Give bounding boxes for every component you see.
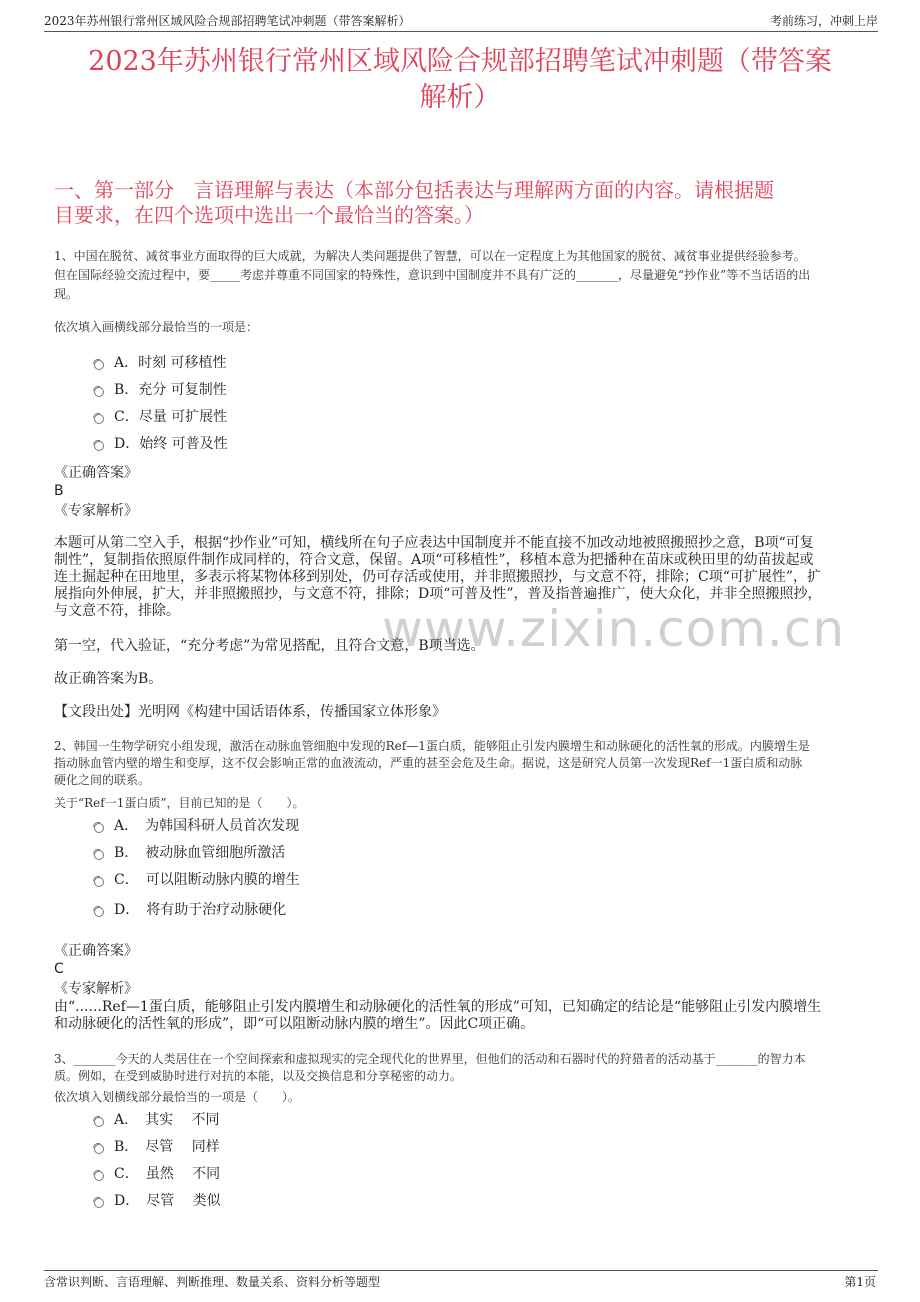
analysis-line: 本题可从第二空入手，根据“抄作业”可知，横线所在句子应表达中国制度并不能直接不加改动地被照搬照抄之意，B项“可复 [54,535,814,551]
analysis-line: 由“......Ref—1蛋白质，能够阻止引发内膜增生和动脉硬化的活性氧的形成”可知，已知确定的结论是“能够阻止引发内膜增生 [54,999,822,1015]
radio-icon[interactable] [94,360,104,370]
radio-icon[interactable] [94,1117,104,1127]
radio-icon[interactable] [94,1144,104,1154]
page-title-line1: 2023年苏州银行常州区域风险合规部招聘笔试冲刺题（带答案 [88,46,832,77]
question-2-stem [54,738,879,789]
page-title-line2: 解析） [419,82,501,113]
watermark: www.zixin.com.cn [382,600,846,658]
question-1-option-a[interactable] [94,354,227,372]
question-1-line: 现。 [54,287,79,301]
radio-icon[interactable] [94,1198,104,1208]
question-1-option-d[interactable] [94,435,228,453]
analysis-label: 《专家解析》 [54,503,138,519]
radio-icon[interactable] [94,850,104,860]
analysis-paragraph: 第一空，代入验证，“充分考虑”为常见搭配，且符合文意，B项当选。 [54,638,485,654]
source-citation: 【文段出处】光明网《构建中国话语体系，传播国家立体形象》 [54,704,446,720]
running-header-title: 2023年苏州银行常州区域风险合规部招聘笔试冲刺题（带答案解析） [44,14,411,28]
question-3-option-c[interactable] [94,1165,220,1183]
question-3-option-b[interactable] [94,1138,220,1156]
answer-label: 《正确答案》 [54,943,138,959]
question-2-prompt: 关于“Ref一1蛋白质”，目前已知的是（ ）。 [54,796,305,810]
analysis-line: 连土掘起种在田地里，多表示将某物体移到别处，仍可存活或使用，并非照搬照抄，与文意不符，排除；C项“可扩展性”，扩 [54,569,822,585]
question-3-option-a[interactable] [94,1111,220,1129]
question-3-line: 3、_______今天的人类居住在一个空间探索和虚拟现实的完全现代化的世界里，但他们的活动和石器时代的狩猎者的活动基于_______的智力本 [54,1052,806,1066]
question-1-prompt: 依次填入画横线部分最恰当的一项是： [54,320,259,334]
question-2-line: 2、韩国一生物学研究小组发现，激活在动脉血管细胞中发现的Ref—1蛋白质，能够阻止引发内膜增生和动脉硬化的活性氧的形成。内膜增生是 [54,739,810,753]
radio-icon[interactable] [94,823,104,833]
question-2-option-c[interactable] [94,871,300,889]
question-2-line: 指动脉血管内壁的增生和变厚，这不仅会影响正常的血液流动，严重的甚至会危及生命。据说，这是研究人员第一次发现Ref一1蛋白质和动脉 [54,756,803,770]
radio-icon[interactable] [94,1171,104,1181]
question-2-line: 硬化之间的联系。 [54,773,151,787]
radio-icon[interactable] [94,441,104,451]
footer-divider [44,1270,878,1271]
header-divider [44,31,878,32]
running-header-slogan: 考前练习，冲刺上岸 [769,14,878,28]
question-3-option-d[interactable] [94,1192,221,1210]
option-label: B．充分 可复制性 [114,382,227,398]
question-2-option-a[interactable] [94,817,299,835]
analysis-conclusion: 故正确答案为B。 [54,671,163,687]
analysis-line: 与文意不符，排除。 [54,603,180,619]
option-label: A． 其实 不同 [114,1112,220,1128]
question-1-option-c[interactable] [94,408,227,426]
analysis-line: 和动脉硬化的活性氧的形成”，即“可以阻断动脉内膜的增生”。因此C项正确。 [54,1016,535,1032]
answer-value: C [54,961,64,977]
option-label: C． 可以阻断动脉内膜的增生 [114,872,300,888]
question-1-line: 1、中国在脱贫、减贫事业方面取得的巨大成就，为解决人类问题提供了智慧，可以在一定程度上为其他国家的脱贫、减贫事业提供经验参考。 [54,249,806,263]
answer-value: B [54,483,64,499]
section-heading-line1: 一、第一部分 言语理解与表达（本部分包括表达与理解两方面的内容。请根据题 [54,178,774,202]
radio-icon[interactable] [94,907,104,917]
radio-icon[interactable] [94,387,104,397]
question-3-line: 质。例如，在受到威胁时进行对抗的本能，以及交换信息和分享秘密的动力。 [54,1069,463,1083]
question-1-stem [54,248,879,303]
footer-description: 含常识判断、言语理解、判断推理、数量关系、资料分析等题型 [44,1275,381,1289]
option-label: C．尽量 可扩展性 [114,409,228,425]
analysis-line: 制性”，复制指依照原件制作成同样的，符合文意，保留。A项“可移植性”，移植本意为把播种在苗床或秧田里的幼苗拔起或 [54,552,814,568]
option-label: B． 被动脉血管细胞所激活 [114,845,286,861]
radio-icon[interactable] [94,877,104,887]
analysis-label: 《专家解析》 [54,981,138,997]
question-1-option-b[interactable] [94,381,227,399]
question-2-option-b[interactable] [94,844,285,862]
question-2-analysis [54,999,884,1033]
page-title [0,44,920,116]
question-3-prompt: 依次填入划横线部分最恰当的一项是（ ）。 [54,1090,301,1104]
option-label: A． 为韩国科研人员首次发现 [114,818,300,834]
option-label: B． 尽管 同样 [114,1139,220,1155]
section-heading-line2: 目要求，在四个选项中选出一个最恰当的答案。） [54,203,484,227]
radio-icon[interactable] [94,414,104,424]
option-label: C． 虽然 不同 [114,1166,221,1182]
question-3-stem [54,1051,879,1085]
question-1-line: 但在国际经验交流过程中，要_____考虑并尊重不同国家的特殊性，意识到中国制度并不具有广泛的_______，尽量避免“抄作业”等不当话语的出 [54,268,811,282]
option-label: D． 将有助于治疗动脉硬化 [114,902,287,918]
option-label: D． 尽管 类似 [114,1193,221,1209]
analysis-line: 展指向外伸展，扩大，并非照搬照抄，与文意不符，排除；D项“可普及性”，普及指普遍推广，使大众化，并非全照搬照抄， [54,586,822,602]
option-label: D．始终 可普及性 [114,436,228,452]
option-label: A．时刻 可移植性 [114,355,227,371]
question-1-analysis [54,535,884,620]
question-2-option-d[interactable] [94,901,286,919]
page-number: 第1页 [844,1275,876,1289]
answer-label: 《正确答案》 [54,465,138,481]
section-heading [54,178,874,228]
